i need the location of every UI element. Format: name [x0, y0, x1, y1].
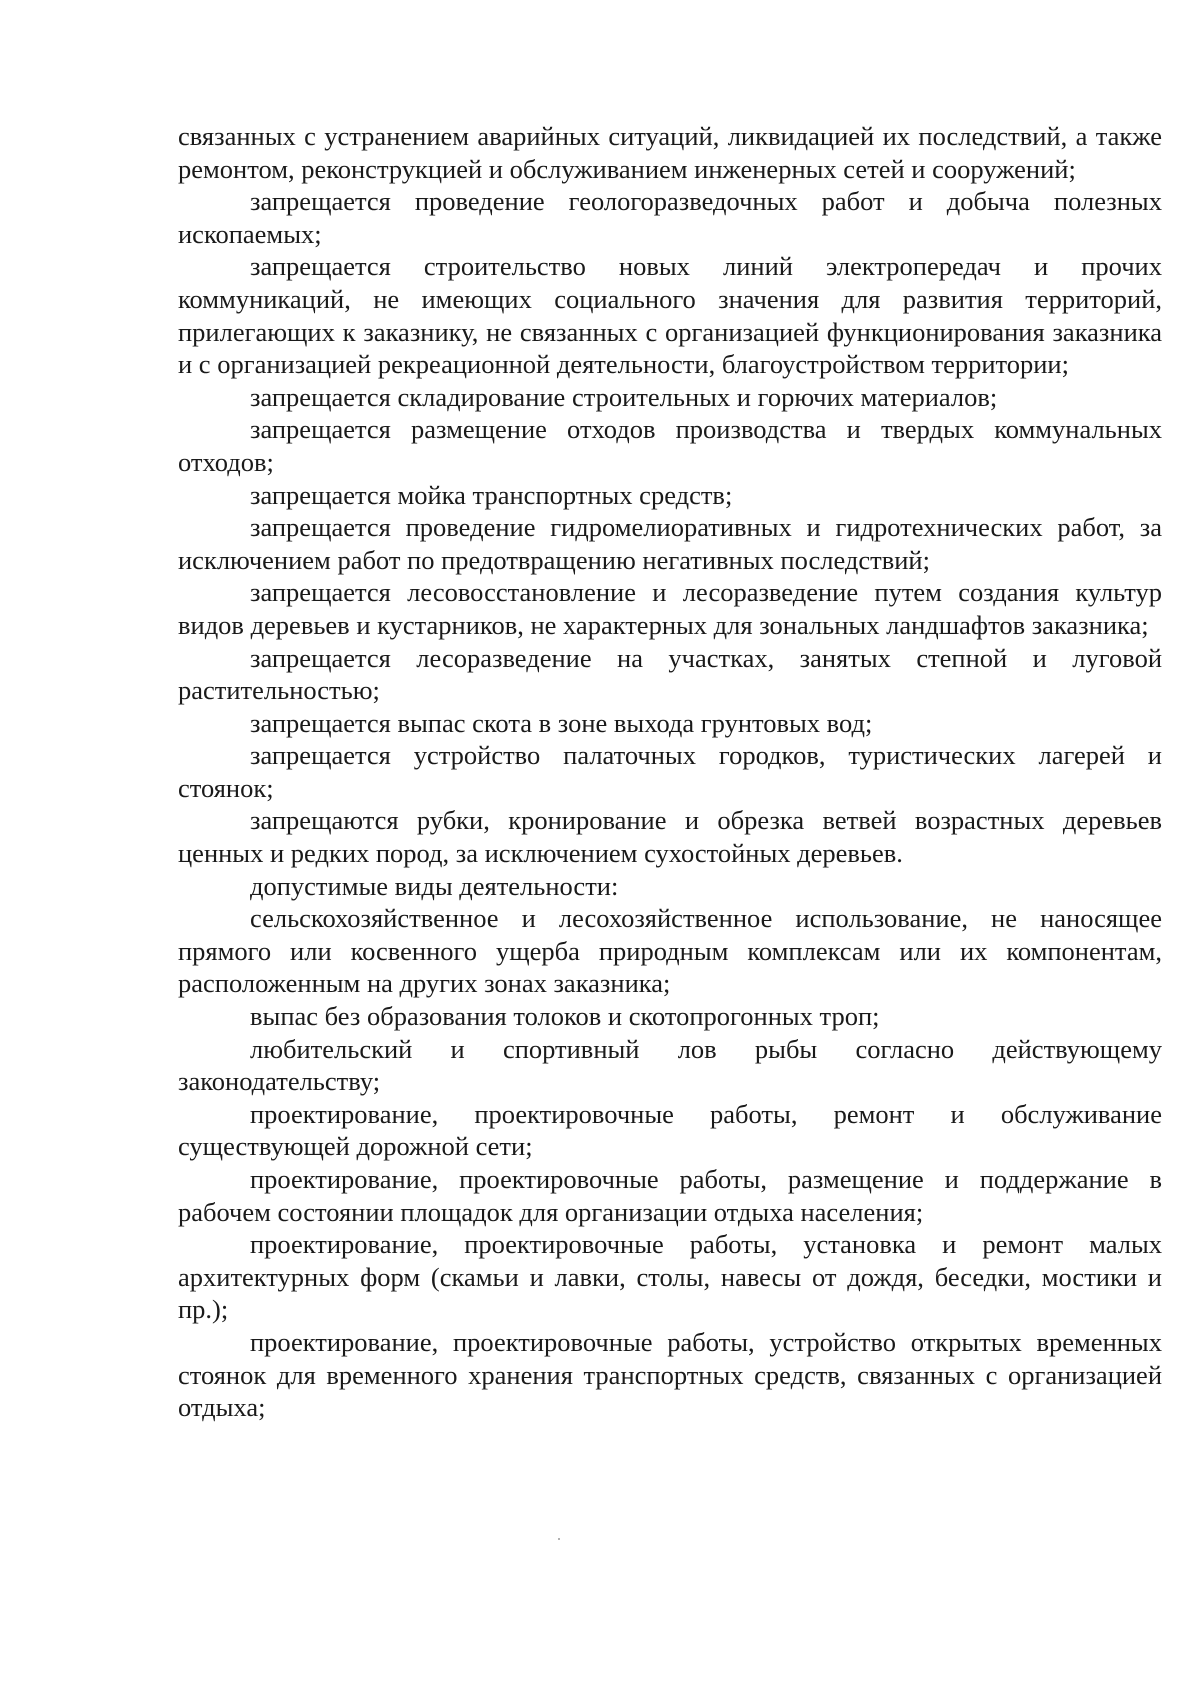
- paragraph: запрещается лесовосстановление и лесоразведение путем создания культур видов деревьев и кустарников, не характерных для зональных ландшафтов заказника;: [178, 577, 1162, 640]
- paragraph: запрещается мойка транспортных средств;: [250, 479, 733, 510]
- paragraph: запрещается проведение гидромелиоративных и гидротехнических работ, за исключением работ по предотвращению негативных последствий;: [178, 512, 1162, 575]
- paragraph: запрещается выпас скота в зоне выхода грунтовых вод;: [250, 707, 873, 738]
- paragraph: запрещается лесоразведение на участках, занятых степной и луговой растительностью;: [178, 642, 1162, 706]
- paragraph: проектирование, проектировочные работы, размещение и поддержание в рабочем состоянии площадок для организации отдыха населения;: [178, 1164, 1162, 1227]
- paragraph: сельскохозяйственное и лесохозяйственное использование, не наносящее прямого или косвенного ущерба природным комплексам или их компонентам, расположенным на других зонах заказника;: [178, 903, 1162, 999]
- paragraph: запрещается строительство новых линий электропередач и прочих коммуникаций, не имеющих социального значения для развития территорий, прилегающих к заказнику, не связанных с организацией функционирования заказника и с организацией рекреационной деятельности, благоустройством территории;: [178, 251, 1162, 380]
- paragraph: проектирование, проектировочные работы, устройство открытых временных стоянок для временного хранения транспортных средств, связанных с организацией отдыха;: [178, 1326, 1162, 1423]
- paragraph: выпас без образования толоков и скотопрогонных троп;: [250, 1001, 880, 1032]
- paragraph: запрещаются рубки, кронирование и обрезка ветвей возрастных деревьев ценных и редких пород, за исключением сухостойных деревьев.: [178, 805, 1162, 869]
- paragraph: проектирование, проектировочные работы, установка и ремонт малых архитектурных форм (скамьи и лавки, столы, навесы от дождя, беседки, мостики и пр.);: [178, 1229, 1162, 1325]
- paragraph: запрещается проведение геологоразведочных работ и добыча полезных ископаемых;: [178, 186, 1162, 249]
- paragraph: запрещается складирование строительных и горючих материалов;: [250, 381, 998, 412]
- paragraph: любительский и спортивный лов рыбы согласно действующему законодательству;: [178, 1033, 1162, 1097]
- paragraph: проектирование, проектировочные работы, ремонт и обслуживание существующей дорожной сети;: [178, 1098, 1162, 1162]
- section-heading: допустимые виды деятельности:: [250, 870, 619, 901]
- paragraph: запрещается устройство палаточных городков, туристических лагерей и стоянок;: [178, 740, 1162, 803]
- document-body: [178, 120, 1162, 1424]
- paragraph: связанных с устранением аварийных ситуаций, ликвидацией их последствий, а также ремонтом, реконструкцией и обслуживанием инженерных сетей и сооружений;: [178, 121, 1162, 184]
- scan-speck: [558, 1538, 560, 1540]
- paragraph: запрещается размещение отходов производства и твердых коммунальных отходов;: [178, 414, 1162, 477]
